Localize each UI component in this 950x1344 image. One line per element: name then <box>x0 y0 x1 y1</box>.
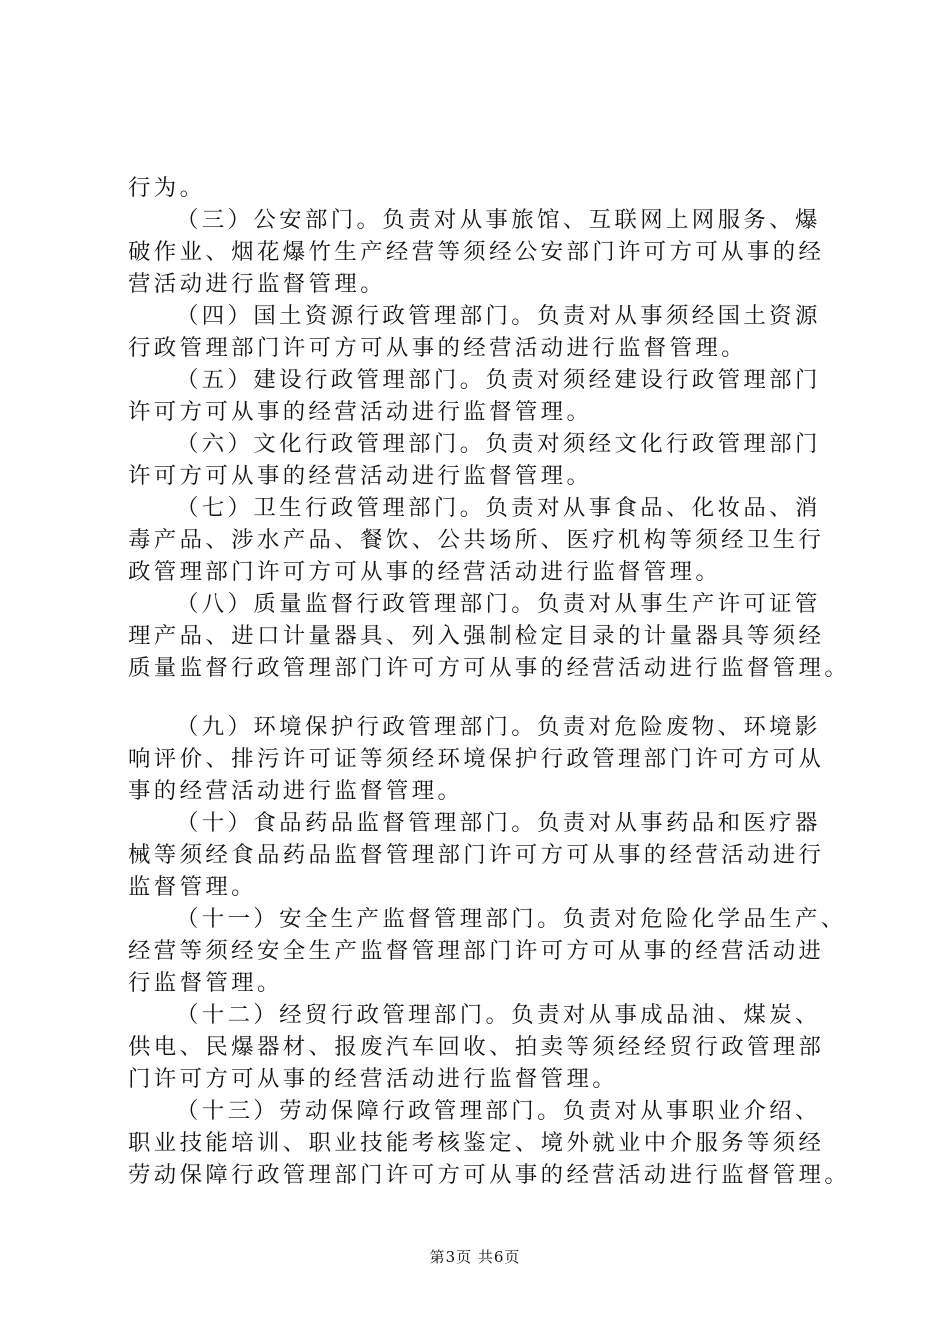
section-6-heading-line: （六）文化行政管理部门。负责对须经文化行政管理部门 <box>176 431 821 457</box>
section-10-heading-line: （十）食品药品监督管理部门。负责对从事药品和医疗器 <box>176 810 821 836</box>
text-line: 质量监督行政管理部门许可方可从事的经营活动进行监督管理。 <box>128 655 851 681</box>
section-3-heading-line: （三）公安部门。负责对从事旅馆、互联网上网服务、爆 <box>176 207 821 233</box>
text-line: 械等须经食品药品监督管理部门许可方可从事的经营活动进行 <box>128 842 825 868</box>
section-5-heading-line: （五）建设行政管理部门。负责对须经建设行政管理部门 <box>176 367 821 393</box>
document-body <box>128 172 851 1191</box>
text-line: 理产品、进口计量器具、列入强制检定目录的计量器具等须经 <box>128 623 825 649</box>
text-line: 毒产品、涉水产品、餐饮、公共场所、医疗机构等须经卫生行 <box>128 527 825 553</box>
text-line: 职业技能培训、职业技能考核鉴定、境外就业中介服务等须经 <box>128 1130 825 1156</box>
text-line: 响评价、排污许可证等须经环境保护行政管理部门许可方可从 <box>128 746 825 772</box>
text-line: 监督管理。 <box>128 874 257 900</box>
text-line: 行政管理部门许可方可从事的经营活动进行监督管理。 <box>128 335 747 361</box>
text-line: 经营等须经安全生产监督管理部门许可方可从事的经营活动进 <box>128 938 825 964</box>
text-line: 行为。 <box>128 175 206 201</box>
section-7-heading-line: （七）卫生行政管理部门。负责对从事食品、化妆品、消 <box>176 495 821 521</box>
text-line: 劳动保障行政管理部门许可方可从事的经营活动进行监督管理。 <box>128 1162 851 1188</box>
text-line: 破作业、烟花爆竹生产经营等须经公安部门许可方可从事的经 <box>128 239 825 265</box>
text-line: 门许可方可从事的经营活动进行监督管理。 <box>128 1066 619 1092</box>
text-line: 政管理部门许可方可从事的经营活动进行监督管理。 <box>128 559 722 585</box>
text-line: 营活动进行监督管理。 <box>128 271 386 297</box>
text-line: 许可方可从事的经营活动进行监督管理。 <box>128 463 593 489</box>
paragraph-gap <box>128 684 848 711</box>
text-line: 许可方可从事的经营活动进行监督管理。 <box>128 399 593 425</box>
section-11-heading-line: （十一）安全生产监督管理部门。负责对危险化学品生产、 <box>176 906 847 932</box>
text-line: 供电、民爆器材、报废汽车回收、拍卖等须经经贸行政管理部 <box>128 1034 825 1060</box>
text-line: 行监督管理。 <box>128 970 283 996</box>
section-9-heading-line: （九）环境保护行政管理部门。负责对危险废物、环境影 <box>176 714 821 740</box>
page-number-footer: 第3页 共6页 <box>429 1248 521 1266</box>
section-12-heading-line: （十二）经贸行政管理部门。负责对从事成品油、煤炭、 <box>176 1002 821 1028</box>
section-13-heading-line: （十三）劳动保障行政管理部门。负责对从事职业介绍、 <box>176 1098 821 1124</box>
text-line: 事的经营活动进行监督管理。 <box>128 778 464 804</box>
section-8-heading-line: （八）质量监督行政管理部门。负责对从事生产许可证管 <box>176 591 821 617</box>
section-4-heading-line: （四）国土资源行政管理部门。负责对从事须经国土资源 <box>176 303 821 329</box>
